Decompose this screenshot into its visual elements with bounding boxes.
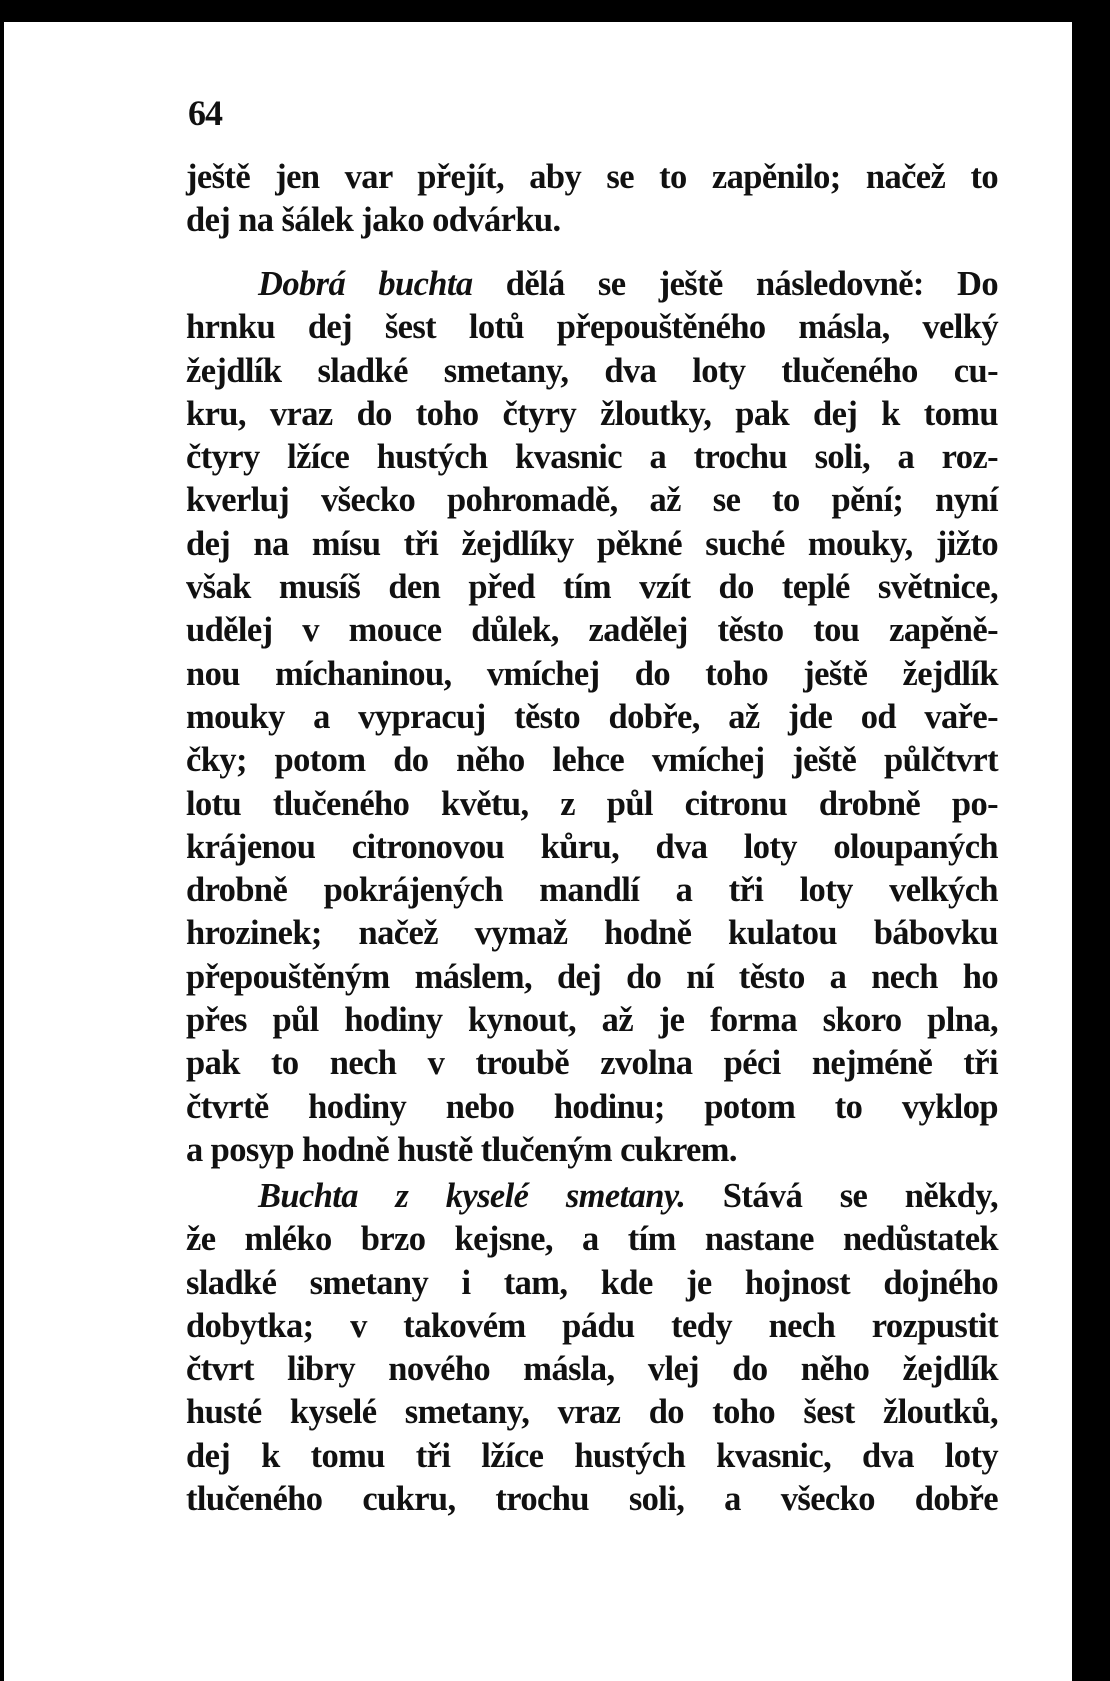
text-line: dej na mísu tři žejdlíky pěkné suché mouky, jižto [186,524,998,563]
text-line: přepouštěným máslem, dej do ní těsto a nech ho [186,957,998,996]
text-line: čtyry lžíce hustých kvasnic a trochu soli, a roz- [186,438,998,477]
text-line: kverluj všecko pohromadě, až se to pění; nyní [186,481,998,520]
text-line: ještě jen var přejít, aby se to zapěnilo; načež to [186,158,998,196]
text-line: hrozinek; načež vymaž hodně kulatou bábovku [186,914,998,953]
page-number: 64 [188,93,222,133]
text-line: přes půl hodiny kynout, až je forma skoro plna, [186,1001,998,1040]
text-line: a posyp hodně hustě tlučeným cukrem. [186,1130,737,1169]
paragraph-continuation [186,156,998,243]
text-line: hrnku dej šest lotů přepouštěného másla, velký [186,308,998,347]
recipe-heading: Buchta z kyselé smetany. [258,1177,686,1215]
recipe-first-line [186,1175,998,1218]
recipe-buchta-z-kysele-smetany [186,1175,998,1521]
text-line: krájenou citronovou kůru, dva loty oloupaných [186,827,998,866]
text-fragment: dělá se ještě následovně: Do [505,265,998,303]
text-fragment: Stává se někdy, [722,1177,998,1215]
text-line: čtvrtě hodiny nebo hodinu; potom to vyklop [186,1087,998,1126]
text-line: však musíš den před tím vzít do teplé světnice, [186,568,998,607]
text-line: nou míchaninou, vmíchej do toho ještě žejdlík [186,654,998,693]
text-line: dej na šálek jako odvárku. [186,201,561,240]
recipe-heading: Dobrá buchta [258,265,473,303]
text-line: drobně pokrájených mandlí a tři loty velkých [186,871,998,910]
recipe-first-line [186,263,998,306]
text-line: mouky a vypracuj těsto dobře, až jde od vaře- [186,697,998,736]
recipe-dobra-buchta [186,263,998,1172]
text-line: že mléko brzo kejsne, a tím nastane nedůstatek [186,1220,998,1259]
text-line: dej k tomu tři lžíce hustých kvasnic, dva loty [186,1436,998,1475]
text-line: pak to nech v troubě zvolna péci nejméně tři [186,1044,998,1083]
text-line: sladké smetany i tam, kde je hojnost dojného [186,1263,998,1302]
text-line: udělej v mouce důlek, zadělej těsto tou zapěně- [186,611,998,650]
text-line: husté kyselé smetany, vraz do toho šest žloutků, [186,1393,998,1432]
text-line: lotu tlučeného květu, z půl citronu drobně po- [186,784,998,823]
text-line: kru, vraz do toho čtyry žloutky, pak dej k tomu [186,394,998,433]
text-line: žejdlík sladké smetany, dva loty tlučeného cu- [186,351,998,390]
scan-border-top [0,0,1110,22]
text-line: čky; potom do něho lehce vmíchej ještě půlčtvrt [186,741,998,780]
text-line: tlučeného cukru, trochu soli, a všecko dobře [186,1480,998,1519]
text-line: čtvrt libry nového másla, vlej do něho žejdlík [186,1350,998,1389]
text-line: dobytka; v takovém pádu tedy nech rozpustit [186,1306,998,1345]
